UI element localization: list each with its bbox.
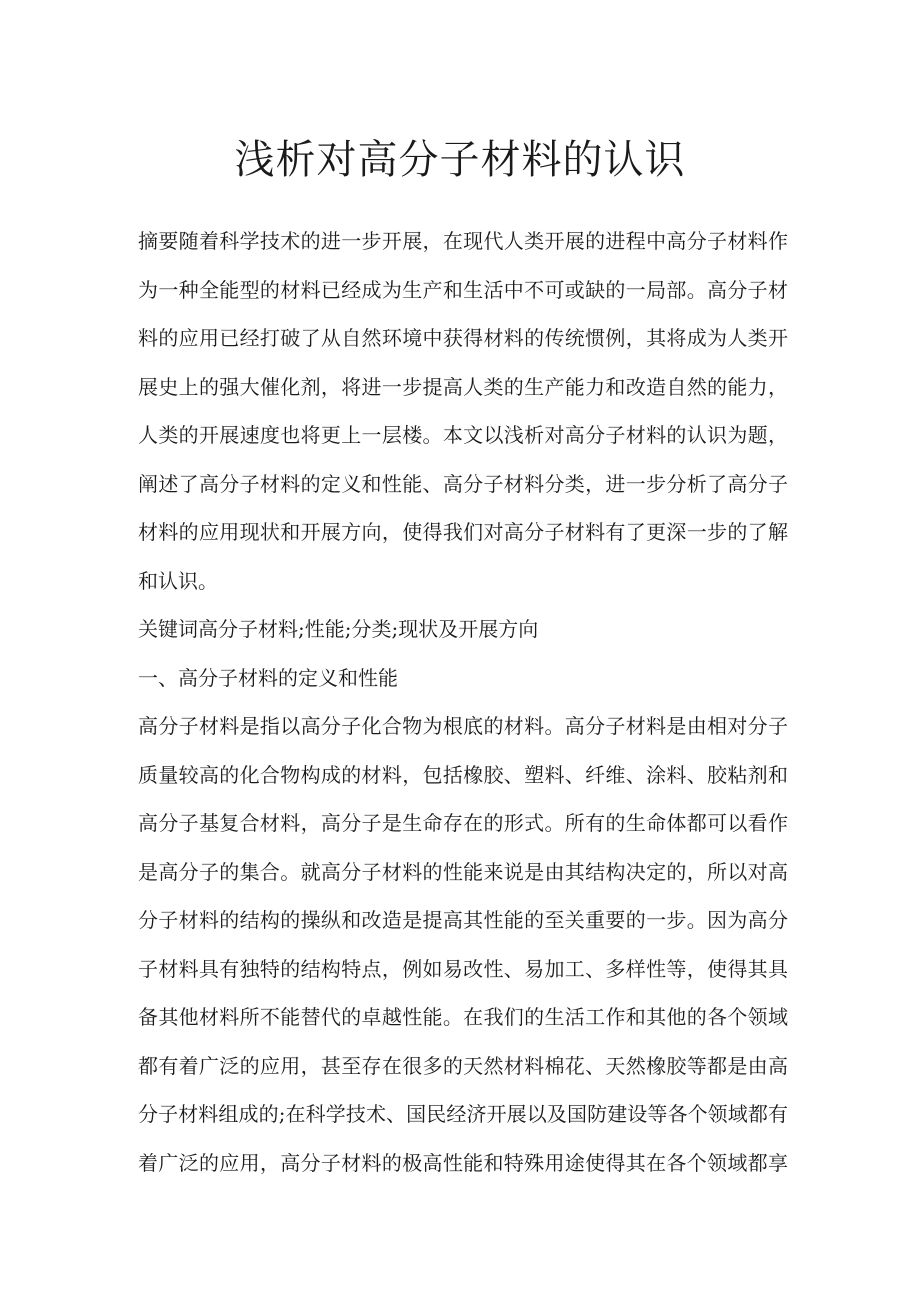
text-line: 都有着广泛的应用，甚至存在很多的天然材料棉花、天然橡胶等都是由高 — [138, 1053, 788, 1078]
text-line: 分子材料组成的;在科学技术、国民经济开展以及国防建设等各个领域都有 — [138, 1102, 788, 1126]
text-line: 为一种全能型的材料已经成为生产和生活中不可或缺的一局部。高分子材 — [138, 277, 788, 302]
text-line: 高分子材料是指以高分子化合物为根底的材料。高分子材料是由相对分子 — [138, 714, 788, 738]
text-line: 质量较高的化合物构成的材料，包括橡胶、塑料、纤维、涂料、胶粘剂和 — [138, 762, 788, 787]
text-line: 子材料具有独特的结构特点，例如易改性、易加工、多样性等，使得其具 — [138, 956, 788, 981]
text-line: 材料的应用现状和开展方向，使得我们对高分子材料有了更深一步的了解 — [138, 520, 788, 544]
text-line: 高分子基复合材料，高分子是生命存在的形式。所有的生命体都可以看作 — [138, 811, 788, 835]
text-line: 阐述了高分子材料的定义和性能、高分子材料分类，进一步分析了高分子 — [138, 471, 788, 496]
text-line: 备其他材料所不能替代的卓越性能。在我们的生活工作和其他的各个领域 — [138, 1005, 788, 1029]
text-line: 展史上的强大催化剂，将进一步提高人类的生产能力和改造自然的能力， — [138, 374, 788, 399]
text-line: 着广泛的应用，高分子材料的极高性能和特殊用途使得其在各个领域都享 — [138, 1150, 788, 1175]
text-line: 分子材料的结构的操纵和改造是提高其性能的至关重要的一步。因为高分 — [138, 908, 788, 932]
text-line: 摘要随着科学技术的进一步开展，在现代人类开展的进程中高分子材料作 — [138, 229, 788, 253]
text-line: 和认识。 — [138, 568, 218, 593]
text-line: 料的应用已经打破了从自然环境中获得材料的传统惯例，其将成为人类开 — [138, 326, 788, 350]
text-line: 关键词高分子材料;性能;分类;现状及开展方向 — [138, 617, 539, 641]
document-title: 浅析对高分子材料的认识 — [234, 137, 686, 183]
text-line: 人类的开展速度也将更上一层楼。本文以浅析对高分子材料的认识为题， — [138, 423, 788, 447]
text-line: 一、高分子材料的定义和性能 — [138, 665, 398, 690]
text-line: 是高分子的集合。就高分子材料的性能来说是由其结构决定的，所以对高 — [138, 859, 788, 884]
document-body — [138, 217, 788, 1187]
